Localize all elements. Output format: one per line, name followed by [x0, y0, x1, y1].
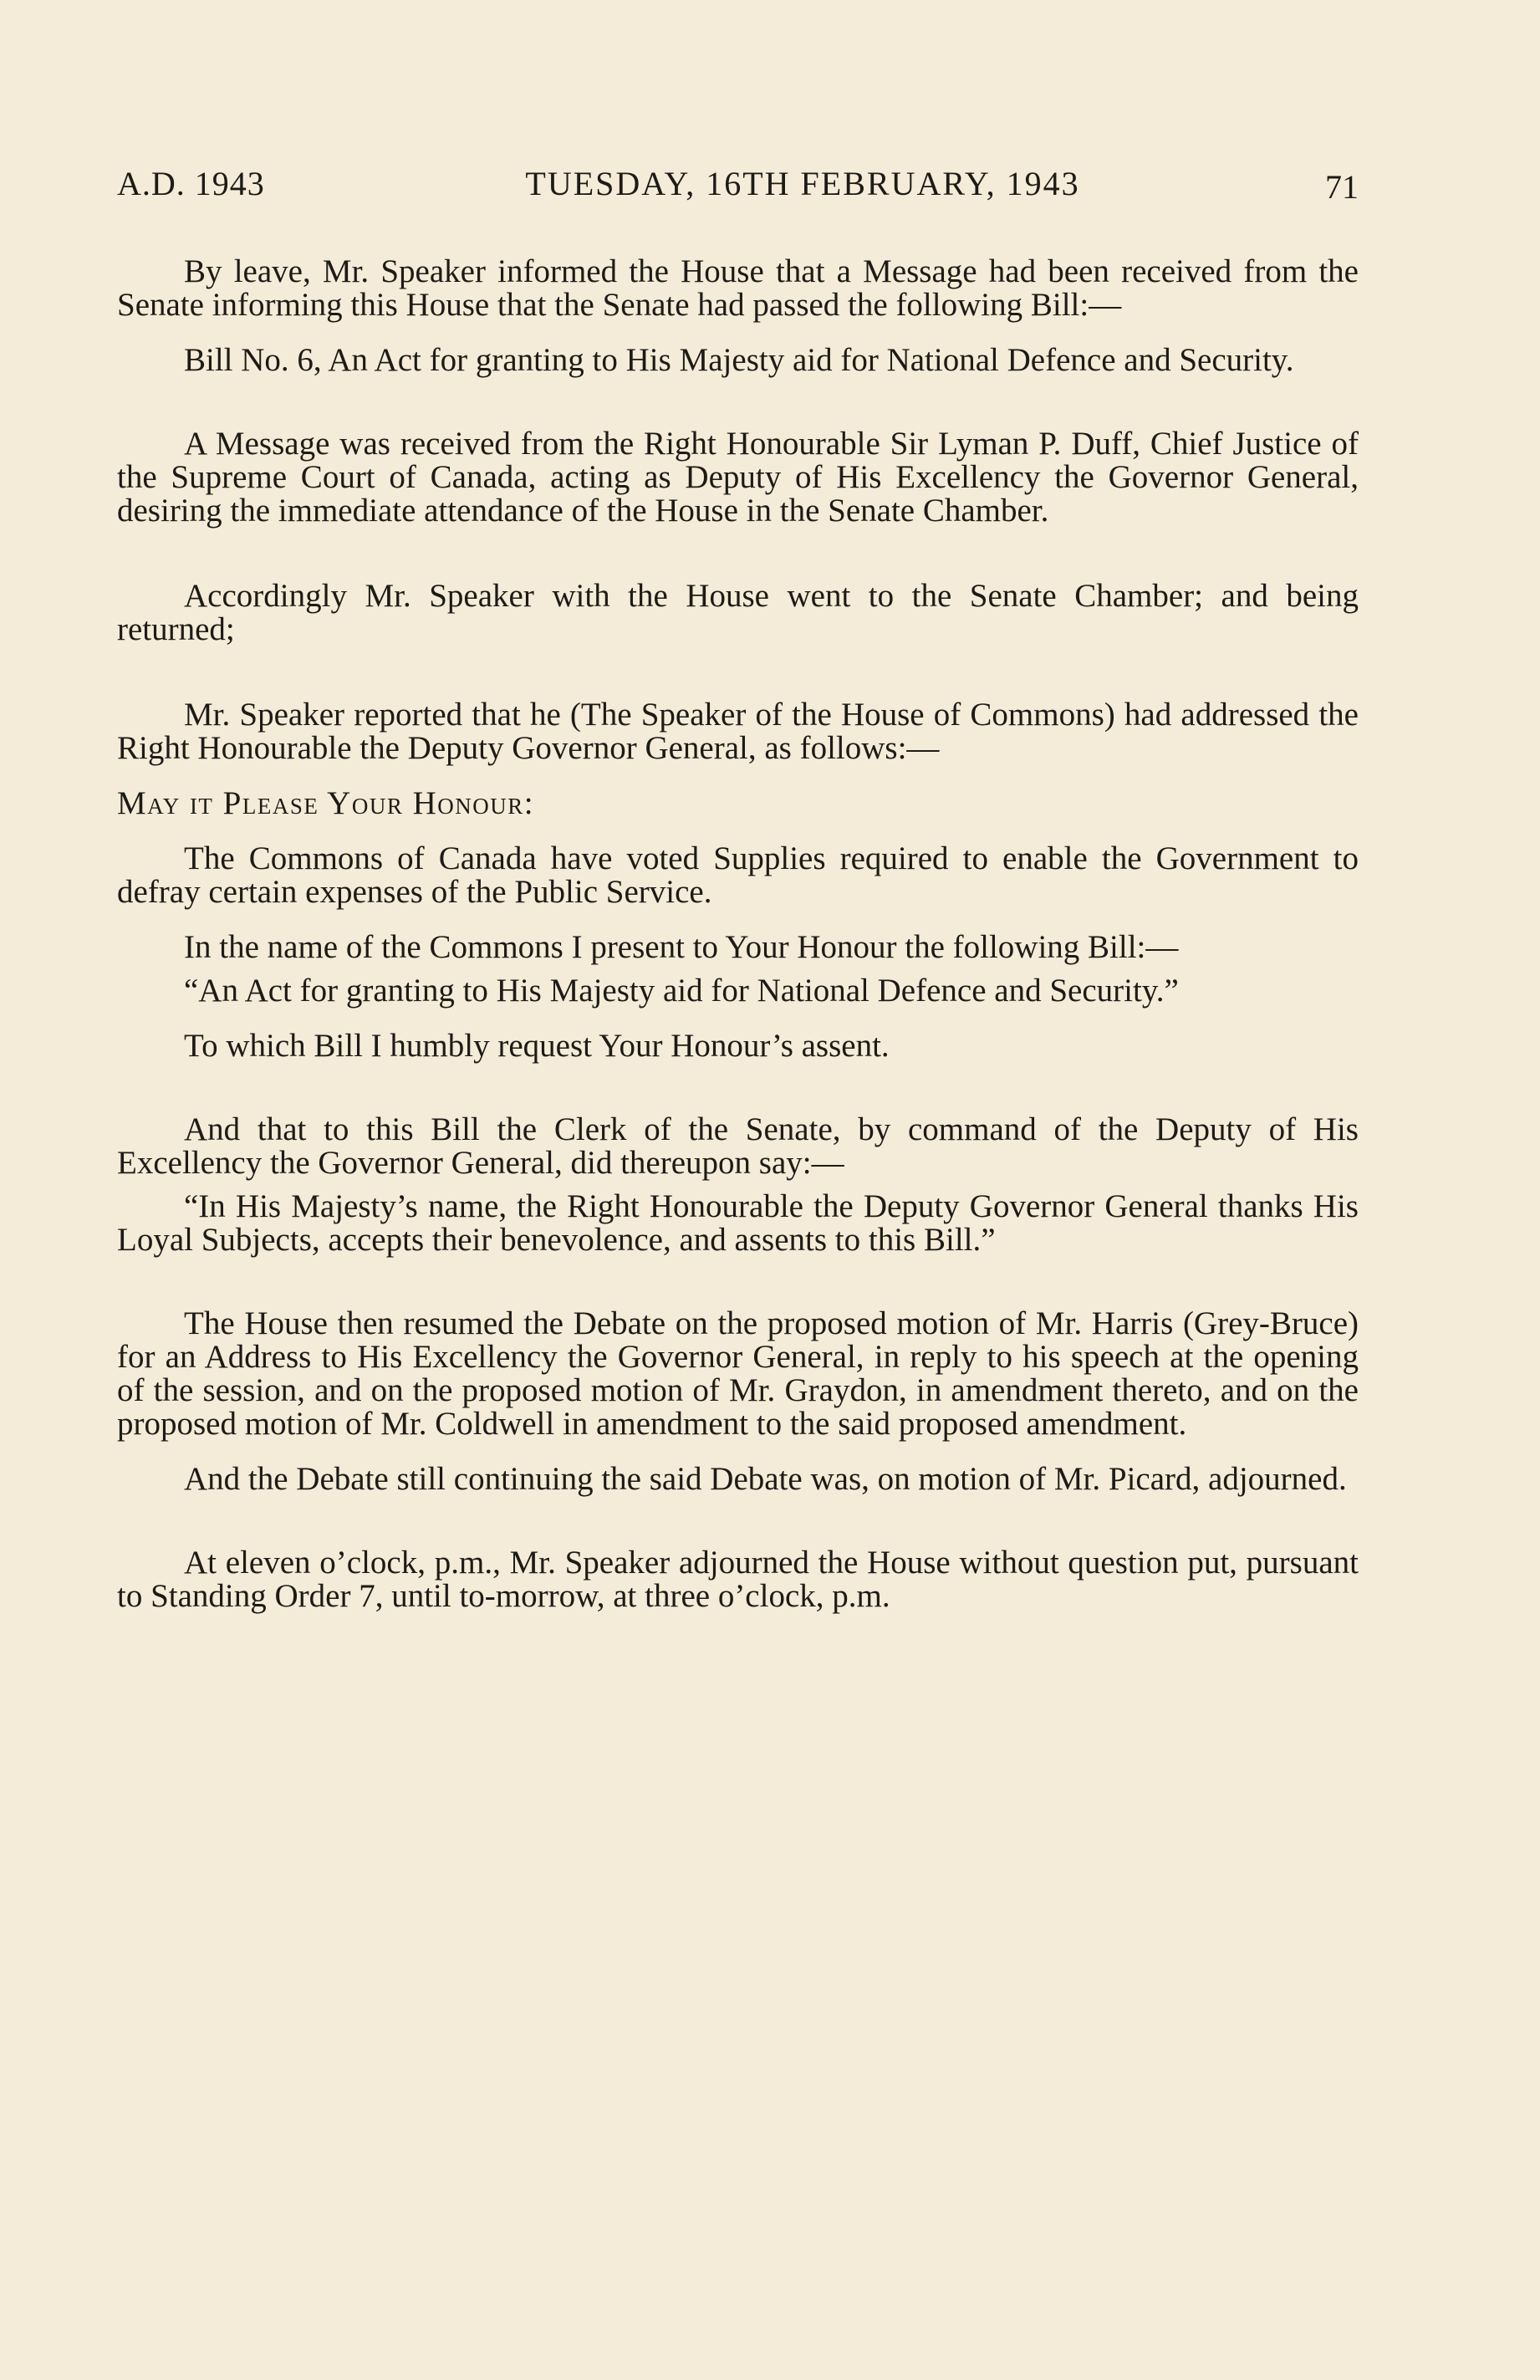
paragraph-debate-adjourned: And the Debate still continuing the said Debate was, on motion of Mr. Picard, adjourned.: [184, 1461, 1347, 1497]
header-date: TUESDAY, 16TH FEBRUARY, 1943: [525, 165, 1080, 202]
paragraph-present-bill: In the name of the Commons I present to Your Honour the following Bill:—: [184, 929, 1179, 965]
paragraph-bill-no-6: Bill No. 6, An Act for granting to His Majesty aid for National Defence and Security.: [184, 342, 1294, 378]
page-body: [117, 255, 1359, 1613]
paragraph-senate-message: By leave, Mr. Speaker informed the House that a Message had been received from the Senate informing this House that the Senate had passed the following Bill:—: [117, 253, 1359, 323]
paragraph-request-assent: To which Bill I humbly request Your Honour’s assent.: [184, 1028, 890, 1064]
header-year: A.D. 1943: [117, 165, 265, 202]
paragraph-clerk-say: And that to this Bill the Clerk of the Senate, by command of the Deputy of His Excellency the Governor General, did thereupon say:—: [117, 1111, 1359, 1181]
paragraph-royal-assent-quote: “In His Majesty’s name, the Right Honourable the Deputy Governor General thanks His Loyal Subjects, accepts their benevolence, and assents to this Bill.”: [117, 1188, 1359, 1258]
address-salutation: May it Please Your Honour:: [117, 785, 535, 821]
page-header: [117, 164, 1359, 214]
paragraph-deputy-message: A Message was received from the Right Honourable Sir Lyman P. Duff, Chief Justice of the Supreme Court of Canada, acting as Deputy of His Excellency the Governor General, desiring the immediate attendance of the House in the Senate Chamber.: [117, 426, 1359, 529]
page-number: 71: [1325, 168, 1359, 206]
paragraph-speaker-reported: Mr. Speaker reported that he (The Speaker of the House of Commons) had addressed the Right Honourable the Deputy Governor General, as follows:—: [117, 697, 1359, 766]
paragraph-house-adjourned: At eleven o’clock, p.m., Mr. Speaker adjourned the House without question put, pursuant to Standing Order 7, until to-morrow, at three o’clock, p.m.: [117, 1545, 1359, 1614]
paragraph-debate-resumed: The House then resumed the Debate on the proposed motion of Mr. Harris (Grey-Bruce) for an Address to His Excellency the Governor General, in reply to his speech at the opening of the session, and on the proposed motion of Mr. Graydon, in amendment thereto, and on the proposed motion of Mr. Coldwell in amendment to the said proposed amendment.: [117, 1305, 1359, 1442]
paragraph-bill-title-quote: “An Act for granting to His Majesty aid for National Defence and Security.”: [184, 973, 1179, 1009]
paragraph-supplies-voted: The Commons of Canada have voted Supplies required to enable the Government to defray certain expenses of the Public Service.: [117, 840, 1359, 910]
paragraph-went-to-senate: Accordingly Mr. Speaker with the House went to the Senate Chamber; and being returned;: [117, 578, 1359, 647]
